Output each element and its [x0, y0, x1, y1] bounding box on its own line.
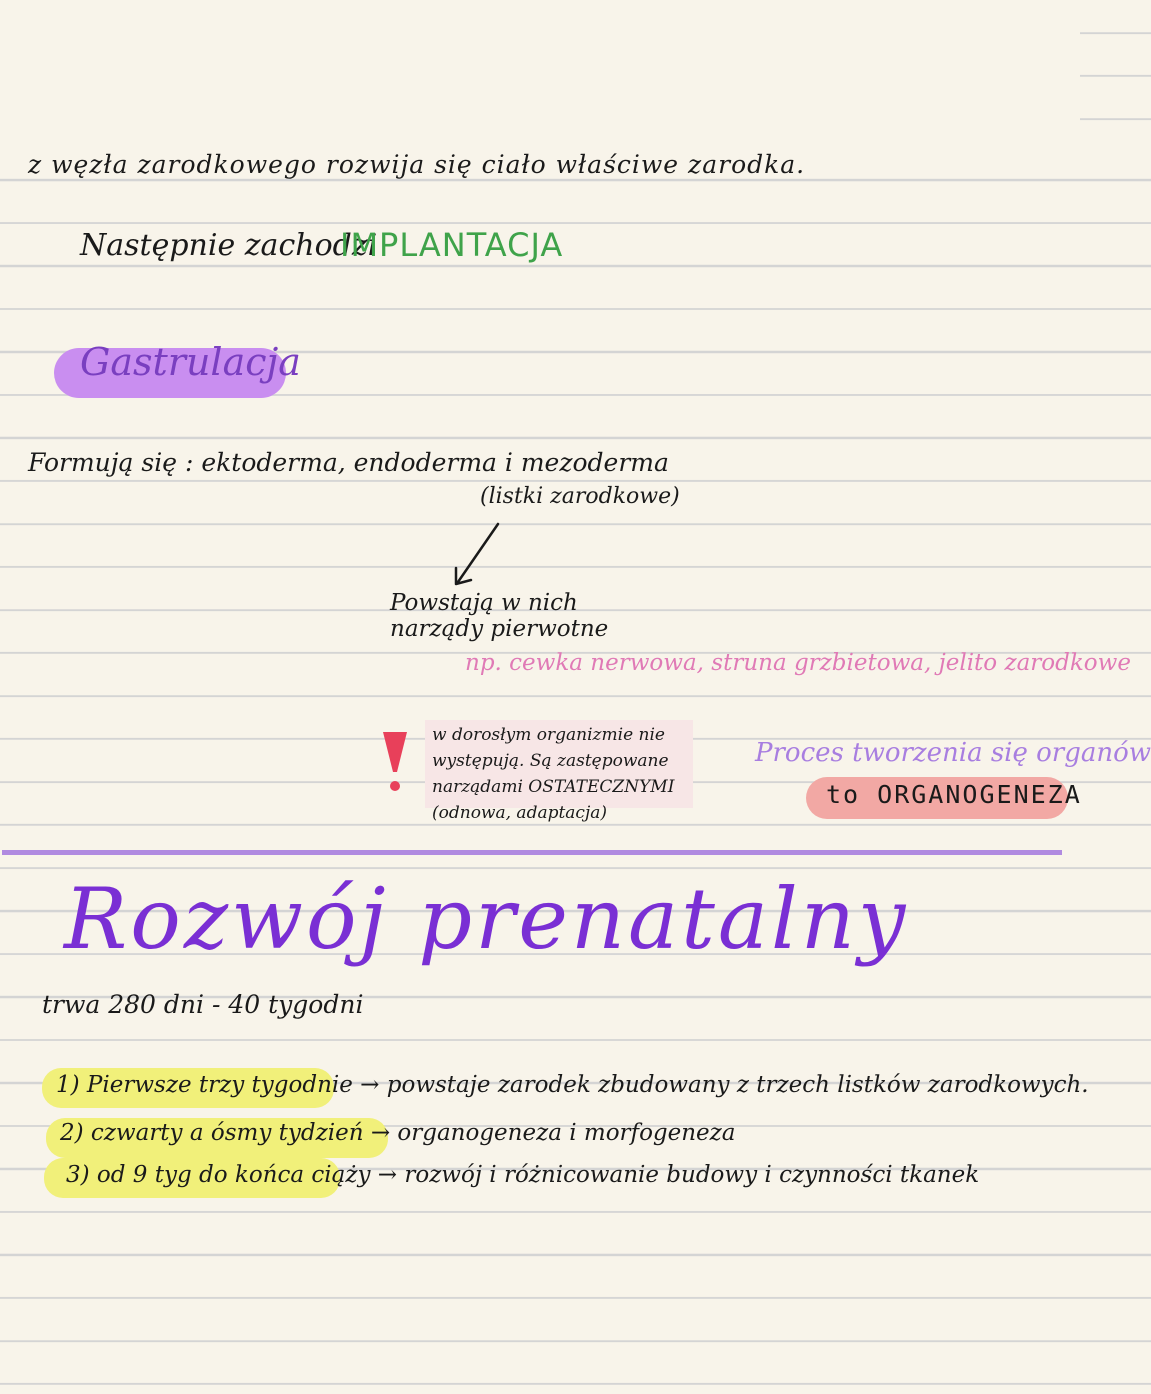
gastrulacja-heading: Gastrulacja	[80, 340, 301, 384]
organogeneza-term: to ORGANOGENEZA	[826, 780, 1082, 809]
list-item: 3) od 9 tyg do końca ciąży → rozwój i różnicowanie budowy i czynności tkanek	[66, 1162, 980, 1188]
note-powstaja: Powstają w nich narządy pierwotne	[390, 590, 609, 642]
section-divider	[2, 850, 1062, 855]
rozwoj-title: Rozwój prenatalny	[64, 870, 909, 968]
arrow-down-left-icon	[440, 520, 510, 590]
note-box-text: w dorosłym organizmie nie występują. Są zastępowane narządami OSTATECZNYMI (odnowa, adaptacja)	[432, 725, 675, 823]
note-listki: (listki zarodkowe)	[480, 484, 680, 509]
note-line-zarodek: z węzła zarodkowego rozwija się ciało właściwe zarodka.	[28, 150, 806, 179]
note-przyklady: np. cewka nerwowa, struna grzbietowa, jelito zarodkowe	[465, 650, 1131, 676]
exclamation-icon	[378, 728, 412, 798]
list-item: 2) czwarty a ósmy tydzień → organogeneza i morfogeneza	[60, 1120, 736, 1146]
note-proces: Proces tworzenia się organów	[755, 738, 1151, 768]
implantacja-term: IMPLANTACJA	[340, 226, 564, 264]
note-formuja: Formują się : ektoderma, endoderma i mezoderma	[28, 448, 669, 477]
note-trwa: trwa 280 dni - 40 tygodni	[42, 990, 364, 1019]
note-nastepnie: Następnie zachodzi	[80, 228, 378, 263]
list-item: 1) Pierwsze trzy tygodnie → powstaje zarodek zbudowany z trzech listków zarodkowych.	[56, 1072, 1089, 1098]
page-top-margin	[0, 0, 1080, 138]
